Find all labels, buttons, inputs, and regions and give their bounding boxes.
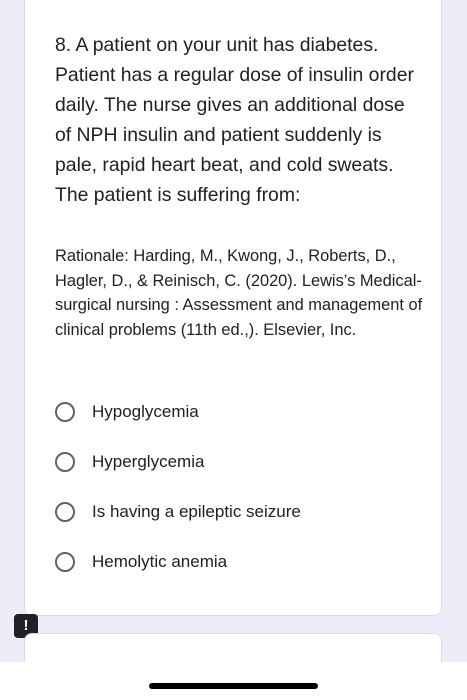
option-label: Hypoglycemia [92, 402, 199, 421]
option-epileptic-seizure[interactable] [55, 496, 415, 528]
question-text: 8. A patient on your unit has diabetes. Patient has a regular dose of insulin order daily. The nurse gives an additional dose of NPH insulin and patient suddenly is pale, rapid heart beat, and cold sweats. The patient is suffering from: [55, 34, 414, 206]
bottom-bar [0, 662, 467, 700]
radio-button-icon[interactable] [55, 452, 75, 472]
radio-button-icon[interactable] [55, 502, 75, 522]
exclamation-icon[interactable]: ! [14, 614, 38, 638]
option-label: Hemolytic anemia [92, 552, 228, 571]
option-hyperglycemia[interactable] [55, 446, 415, 478]
radio-button-icon[interactable] [55, 402, 75, 422]
option-label: Hyperglycemia [92, 452, 205, 471]
option-hypoglycemia[interactable] [55, 396, 415, 428]
question-rationale: Rationale: Harding, M., Kwong, J., Roberts, D., Hagler, D., & Reinisch, C. (2020). Lewis’s Medical-surgical nursing : Assessment and management of clinical problems (11th ed.,). Elsevier, Inc. [55, 247, 423, 339]
option-label: Is having a epileptic seizure [92, 502, 301, 521]
question-card [24, 0, 442, 616]
home-indicator[interactable] [149, 683, 318, 689]
option-hemolytic-anemia[interactable] [55, 546, 415, 578]
radio-button-icon[interactable] [55, 552, 75, 572]
